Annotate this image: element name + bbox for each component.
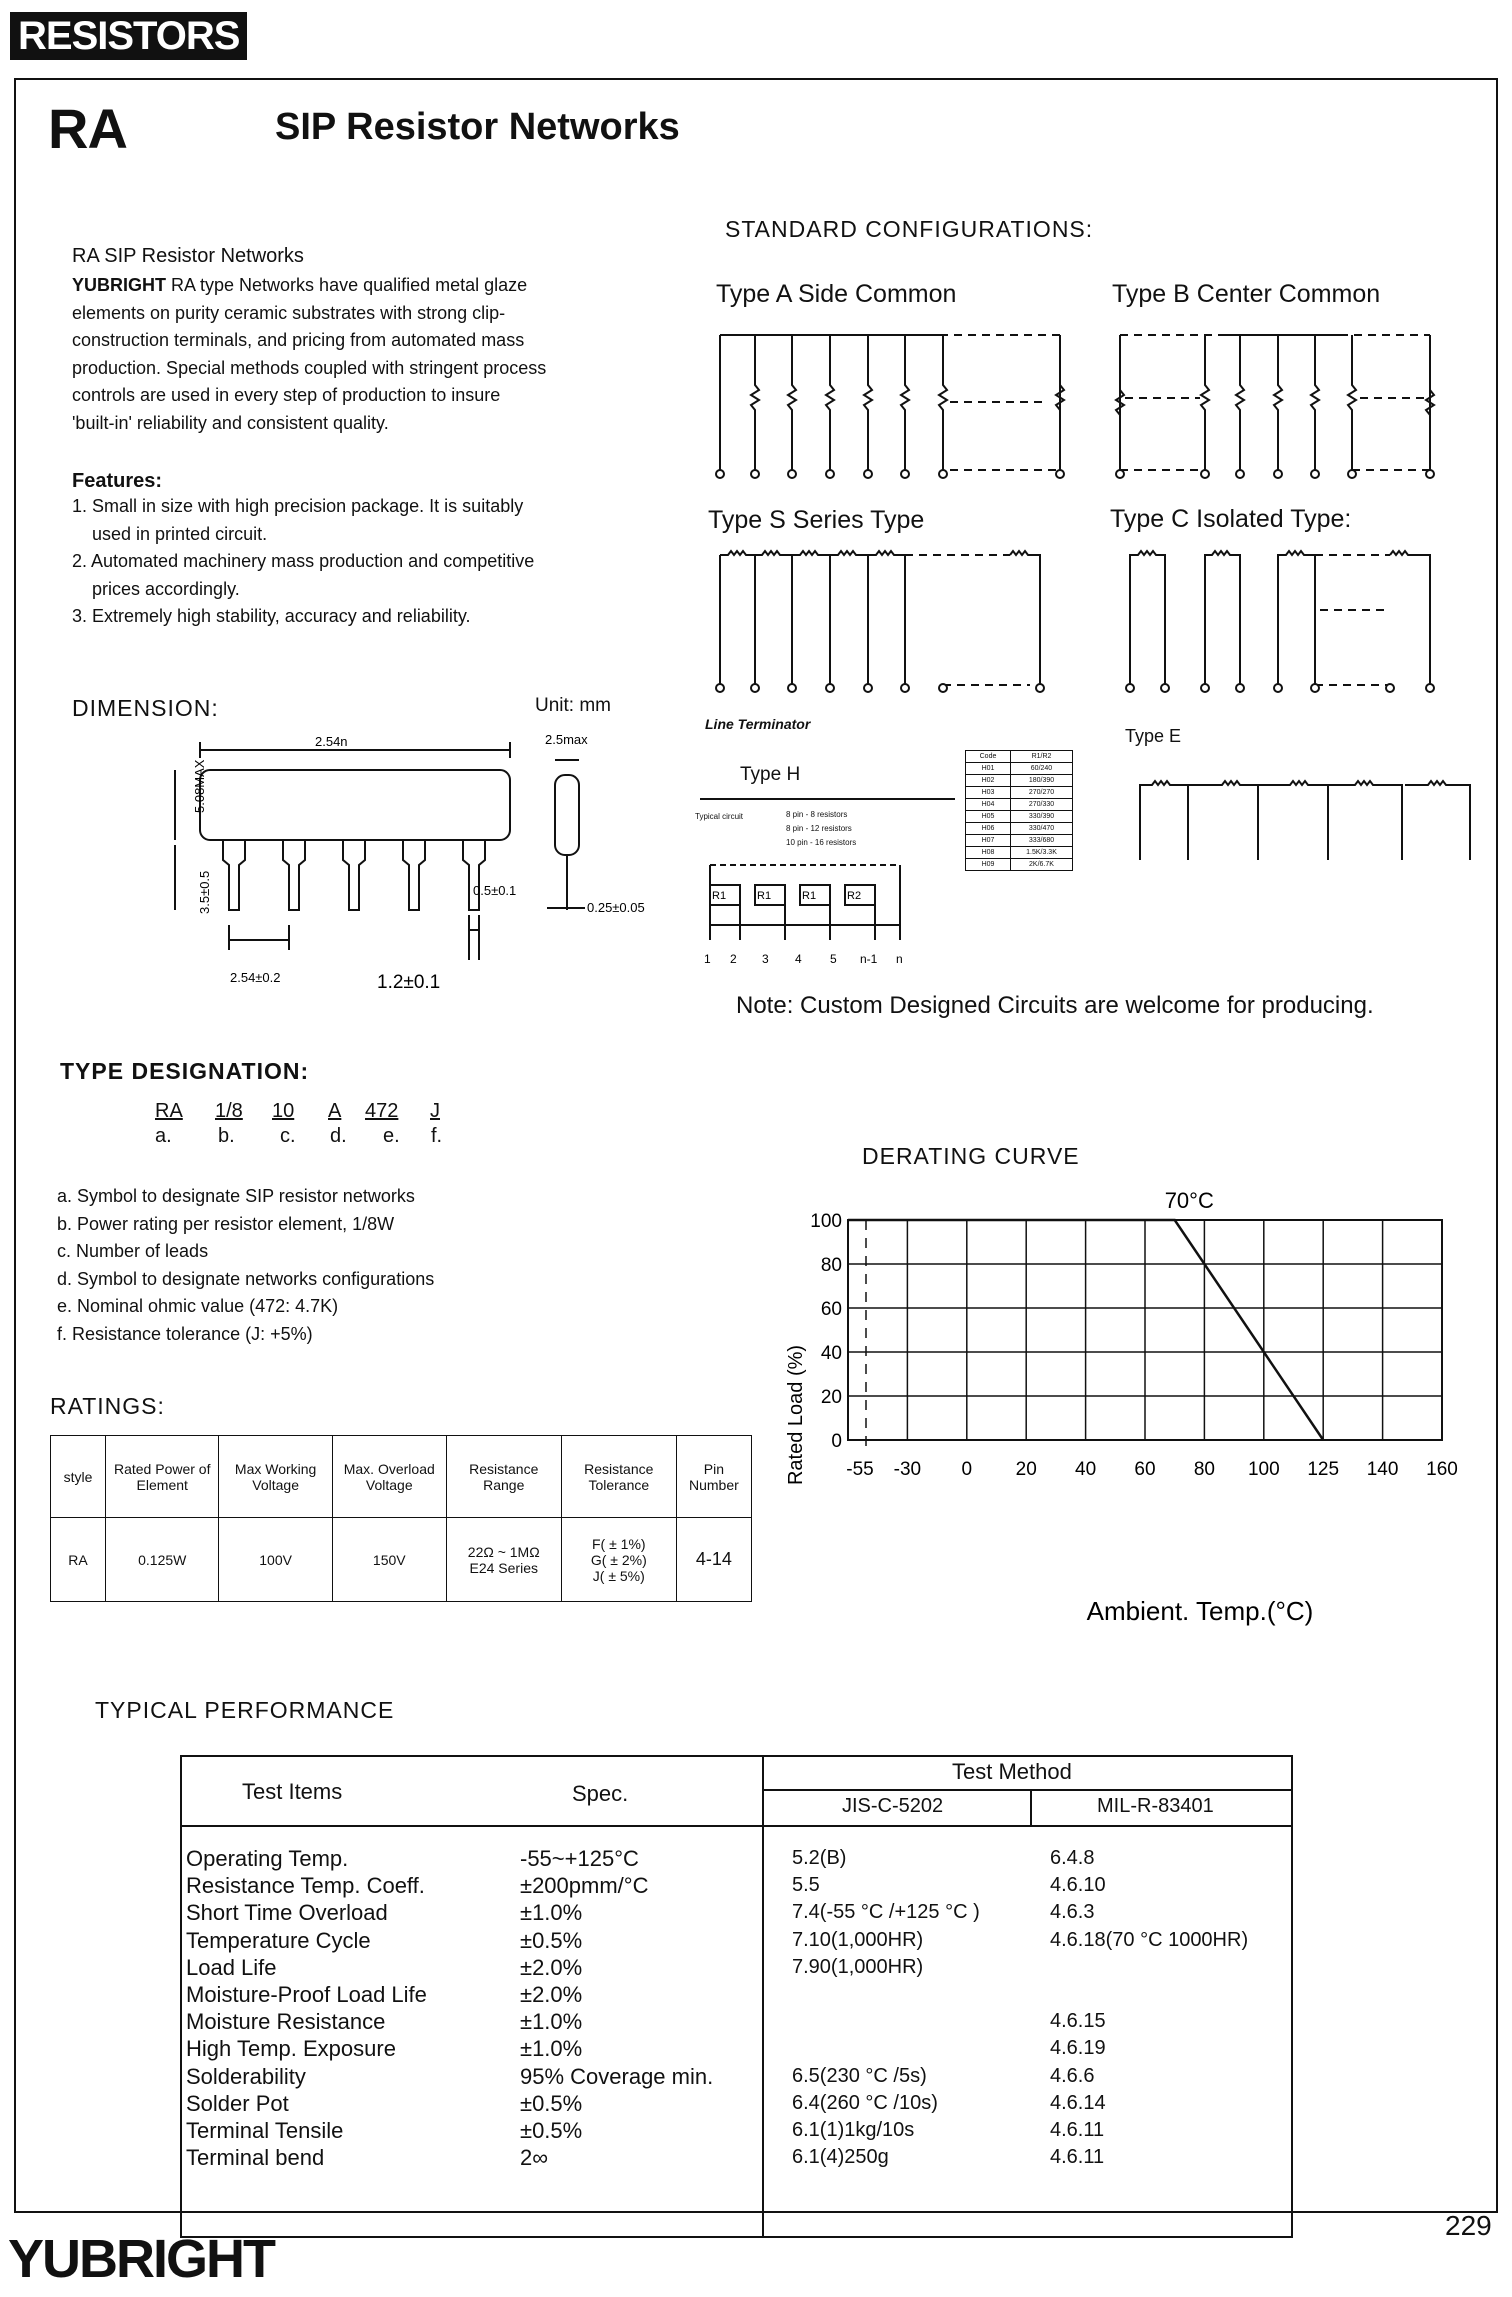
h-table-cell: 333/680 <box>1011 835 1073 847</box>
h-table-cell: 270/270 <box>1011 787 1073 799</box>
perf-item: Temperature Cycle <box>186 1927 371 1953</box>
type-h-note: 8 pin - 12 resistors <box>786 824 852 833</box>
perf-method-divider <box>1030 1789 1032 1825</box>
h-table-cell: 2K/6.7K <box>1011 859 1073 871</box>
perf-item: Short Time Overload <box>186 1900 388 1926</box>
ratings-header: style <box>51 1436 106 1518</box>
ratings-heading: RATINGS: <box>50 1393 165 1419</box>
legend-item: a. Symbol to designate SIP resistor networks <box>57 1186 415 1206</box>
perf-spec: ±2.0% <box>520 1954 583 1980</box>
legend-item: c. Number of leads <box>57 1241 209 1262</box>
y-tick-label: 60 <box>820 1299 842 1320</box>
y-tick-label: 20 <box>820 1387 842 1408</box>
intro-line: 'built-in' reliability and consistent quality. <box>72 412 389 433</box>
h-pin-n1: n-1 <box>860 952 878 966</box>
intro-brand: YUBRIGHT <box>72 275 166 295</box>
dimension-unit: Unit: mm <box>535 695 611 716</box>
legend-item: d. Symbol to designate networks configurations <box>57 1268 435 1289</box>
perf-jis <box>792 2035 980 2062</box>
x-tick-label: -30 <box>893 1459 922 1480</box>
performance-table <box>180 1755 1293 2238</box>
type-a-resistors <box>720 335 1064 470</box>
type-s-label: Type S Series Type <box>708 506 925 534</box>
perf-item: High Temp. Exposure <box>186 2036 396 2062</box>
ratings-pins: 4-14 <box>676 1518 751 1602</box>
x-tick-label: 0 <box>961 1459 973 1480</box>
ratings-overload: 150V <box>332 1518 446 1602</box>
intro-line: RA type Networks have qualified metal glaze <box>166 275 528 295</box>
x-tick-label: 125 <box>1307 1459 1340 1480</box>
code-c: 10 <box>272 1100 295 1122</box>
x-tick-label: 160 <box>1426 1459 1458 1480</box>
intro-text <box>72 272 672 437</box>
dim-pin-width: 0.5±0.1 <box>473 883 517 898</box>
x-tick-label: 140 <box>1366 1459 1399 1480</box>
type-e-label: Type E <box>1125 726 1182 746</box>
type-h-notes <box>786 808 856 850</box>
performance-heading: TYPICAL PERFORMANCE <box>95 1697 395 1723</box>
dim-height: 5.08MAX <box>192 759 207 813</box>
y-tick-label: 40 <box>820 1343 842 1364</box>
h-pin-1: 1 <box>704 952 711 966</box>
dim-lead-dia: 0.25±0.05 <box>587 900 645 915</box>
feature-item: 1. Small in size with high precision package. It is suitably <box>72 496 524 516</box>
intro-heading: RA SIP Resistor Networks <box>72 245 304 267</box>
legend-item: f. Resistance tolerance (J: +5%) <box>57 1323 313 1344</box>
tol-line: F( ± 1%) <box>592 1535 646 1552</box>
perf-header-rule <box>182 1825 1291 1827</box>
h-table-header: R1/R2 <box>1011 751 1073 763</box>
code-c-letter: c. <box>280 1125 296 1147</box>
perf-mil: 4.6.3 <box>1050 1901 1095 1924</box>
h-table-cell: H02 <box>966 775 1011 787</box>
perf-item: Operating Temp. <box>186 1846 349 1871</box>
code-f-letter: f. <box>431 1125 443 1147</box>
code-d: A <box>328 1100 342 1122</box>
intro-line: production. Special methods coupled with stringent process <box>72 357 547 378</box>
perf-divider <box>762 1757 764 2236</box>
perf-mil <box>1050 1981 1248 2008</box>
perf-jis: 5.5 <box>792 1874 820 1897</box>
designation-heading: TYPE DESIGNATION: <box>60 1058 310 1084</box>
perf-header-method: Test Method <box>952 1759 1072 1784</box>
x-tick-label: 100 <box>1247 1459 1280 1480</box>
derating-annotation: 70°C <box>1164 1188 1214 1213</box>
h-table-cell: H07 <box>966 835 1011 847</box>
h-table-cell: H05 <box>966 811 1011 823</box>
perf-mil: 6.4.8 <box>1050 1847 1095 1869</box>
dimension-drawing <box>155 730 685 1000</box>
type-h-table <box>965 750 1073 871</box>
ratings-header: Resistance Range <box>446 1436 561 1518</box>
ratings-range <box>446 1518 561 1602</box>
code-b: 1/8 <box>215 1100 243 1122</box>
x-axis-label: Ambient. Temp.(°C) <box>1086 1596 1314 1626</box>
perf-spec: ±0.5% <box>520 2118 583 2144</box>
code-b-letter: b. <box>218 1125 235 1147</box>
y-axis-label: Rated Load (%) <box>785 1344 807 1486</box>
perf-item: Resistance Temp. Coeff. <box>186 1873 425 1899</box>
tol-line: J( ± 5%) <box>592 1567 645 1584</box>
feature-item: 3. Extremely high stability, accuracy and reliability. <box>72 606 471 626</box>
ratings-style: RA <box>51 1518 106 1602</box>
x-tick-label: 40 <box>1075 1459 1097 1480</box>
line-terminator-label: Line Terminator <box>705 716 811 732</box>
perf-header-items: Test Items <box>242 1779 343 1804</box>
h-table-cell: H06 <box>966 823 1011 835</box>
ratings-table <box>50 1435 752 1602</box>
perf-item: Terminal bend <box>186 2145 325 2171</box>
perf-spec-col <box>520 1845 713 2171</box>
perf-mil: 4.6.6 <box>1050 2064 1095 2087</box>
type-h-circuit-label: Typical circuit <box>695 812 744 821</box>
type-h-note: 10 pin - 16 resistors <box>786 838 857 847</box>
derating-chart <box>780 1175 1495 1635</box>
perf-item: Solder Pot <box>186 2090 289 2116</box>
ratings-header: Rated Power of Element <box>106 1436 219 1518</box>
perf-spec: ±1.0% <box>520 1900 583 1926</box>
dimension-heading: DIMENSION: <box>72 695 219 721</box>
perf-items-col <box>186 1845 427 2171</box>
tol-line: G( ± 2%) <box>590 1551 647 1568</box>
designation-legend <box>57 1183 434 1349</box>
x-tick-label: 60 <box>1134 1459 1156 1480</box>
code-a: RA <box>155 1100 183 1122</box>
h-table-cell: 270/330 <box>1011 799 1073 811</box>
h-table-cell: 330/470 <box>1011 823 1073 835</box>
perf-header-mil: MIL-R-83401 <box>1097 1795 1214 1817</box>
feature-item: 2. Automated machinery mass production and competitive <box>72 551 535 571</box>
perf-mil <box>1050 1954 1248 1981</box>
intro-section <box>72 245 672 437</box>
derating-heading: DERATING CURVE <box>862 1143 1080 1169</box>
intro-line: construction terminals, and pricing from automated mass <box>72 330 525 350</box>
perf-spec: -55~+125°C <box>520 1846 639 1871</box>
perf-mil: 4.6.14 <box>1050 2091 1106 2114</box>
code-a-letter: a. <box>155 1125 172 1147</box>
perf-header-jis: JIS-C-5202 <box>842 1795 944 1817</box>
perf-item: Solderability <box>186 2063 306 2089</box>
perf-jis: 7.90(1,000HR) <box>792 1955 924 1978</box>
intro-line: controls are used in every step of production to insure <box>72 385 501 405</box>
y-tick-label: 100 <box>810 1211 842 1232</box>
intro-line: elements on purity ceramic substrates with strong clip- <box>72 302 506 323</box>
code-e: 472 <box>365 1100 399 1122</box>
h-pin-4: 4 <box>795 952 802 966</box>
category-tag: RESISTORS <box>10 12 247 60</box>
perf-jis: 6.1(4)250g <box>792 2146 889 2169</box>
h-table-cell: H03 <box>966 787 1011 799</box>
feature-item: used in printed circuit. <box>72 523 268 544</box>
dim-pin-width2: 1.2±0.1 <box>377 972 441 993</box>
type-h-note: 8 pin - 8 resistors <box>786 810 848 819</box>
ratings-power: 0.125W <box>106 1518 219 1602</box>
perf-item: Moisture-Proof Load Life <box>186 1982 427 2008</box>
r2-label: R2 <box>847 890 862 902</box>
perf-item: Moisture Resistance <box>186 2009 386 2035</box>
perf-spec: ±1.0% <box>520 2009 583 2035</box>
h-table-cell: H01 <box>966 763 1011 775</box>
features-section <box>72 470 682 631</box>
h-table-cell: 330/390 <box>1011 811 1073 823</box>
r1-label: R1 <box>712 890 727 902</box>
perf-jis: 6.5(230 °C /5s) <box>792 2064 927 2087</box>
perf-spec: 95% Coverage min. <box>520 2063 714 2089</box>
perf-mil: 4.6.10 <box>1050 1874 1106 1897</box>
perf-item: Terminal Tensile <box>186 2118 344 2144</box>
h-table-cell: 60/240 <box>1011 763 1073 775</box>
perf-jis: 6.1(1)1kg/10s <box>792 2119 915 2142</box>
h-pin-n: n <box>896 952 903 966</box>
type-e-circuit <box>1130 770 1490 870</box>
h-table-cell: H08 <box>966 847 1011 859</box>
chart-grid <box>848 1220 1442 1452</box>
ratings-header: Max Working Voltage <box>219 1436 332 1518</box>
config-circuits <box>700 320 1480 705</box>
perf-spec: ±0.5% <box>520 2090 583 2116</box>
configs-heading: STANDARD CONFIGURATIONS: <box>725 216 1094 242</box>
perf-spec: ±200pmm/°C <box>520 1873 649 1899</box>
perf-spec: ±2.0% <box>520 1982 583 2008</box>
perf-spec: ±0.5% <box>520 1927 583 1953</box>
perf-jis: 7.10(1,000HR) <box>792 1928 924 1951</box>
features-heading: Features: <box>72 470 163 492</box>
perf-item: Load Life <box>186 1954 277 1980</box>
ratings-working: 100V <box>219 1518 332 1602</box>
r1-label: R1 <box>757 890 772 902</box>
custom-note: Note: Custom Designed Circuits are welcome for producing. <box>736 992 1374 1019</box>
x-tick-label: 20 <box>1015 1459 1037 1480</box>
dim-pin-length: 3.5±0.5 <box>197 870 212 914</box>
h-table-cell: H04 <box>966 799 1011 811</box>
x-tick-label: -55 <box>846 1459 874 1480</box>
h-pin-5: 5 <box>830 952 837 966</box>
type-h-rule <box>700 798 955 800</box>
perf-spec: ±1.0% <box>520 2036 583 2062</box>
page-title: SIP Resistor Networks <box>275 106 680 148</box>
code-d-letter: d. <box>330 1125 347 1147</box>
footer-brand: YUBRIGHT <box>8 2229 274 2289</box>
h-table-header: Code <box>966 751 1011 763</box>
x-tick-label: 80 <box>1193 1459 1215 1480</box>
dim-length: 2.54n <box>315 734 348 749</box>
perf-mil: 4.6.15 <box>1050 2010 1106 2033</box>
legend-item: b. Power rating per resistor element, 1/8W <box>57 1213 395 1234</box>
type-h-label: Type H <box>740 764 801 785</box>
range-line: E24 Series <box>469 1559 538 1576</box>
code-f: J <box>430 1100 440 1122</box>
ratings-tolerance <box>561 1518 676 1602</box>
perf-jis: 5.2(B) <box>792 1847 847 1869</box>
perf-mil: 4.6.19 <box>1050 2037 1106 2060</box>
ratings-header: Resistance Tolerance <box>561 1436 676 1518</box>
h-table-cell: 1.5K/3.3K <box>1011 847 1073 859</box>
ratings-header: Pin Number <box>676 1436 751 1518</box>
dim-pitch: 2.54±0.2 <box>230 970 281 985</box>
perf-mil-col <box>1050 1845 1248 2171</box>
h-table-cell: H09 <box>966 859 1011 871</box>
y-tick-label: 80 <box>820 1255 842 1276</box>
perf-mil: 4.6.18(70 °C 1000HR) <box>1050 1928 1249 1951</box>
features-list <box>72 493 682 631</box>
h-pin-2: 2 <box>730 952 737 966</box>
y-tick-label: 0 <box>831 1431 842 1452</box>
perf-spec: 2∞ <box>520 2145 548 2171</box>
h-table-cell: 180/390 <box>1011 775 1073 787</box>
feature-item: prices accordingly. <box>72 578 240 599</box>
perf-jis <box>792 2008 980 2035</box>
perf-jis-col <box>792 1845 980 2171</box>
perf-jis: 6.4(260 °C /10s) <box>792 2091 938 2114</box>
h-pin-3: 3 <box>762 952 769 966</box>
perf-header-spec: Spec. <box>572 1781 629 1806</box>
code-e-letter: e. <box>383 1125 400 1147</box>
legend-item: e. Nominal ohmic value (472: 4.7K) <box>57 1296 339 1317</box>
r1-label: R1 <box>802 890 817 902</box>
perf-method-rule <box>762 1789 1293 1791</box>
range-line: 22Ω ~ 1MΩ <box>467 1543 540 1560</box>
perf-mil: 4.6.11 <box>1050 2119 1105 2142</box>
dim-thickness: 2.5max <box>545 732 588 747</box>
type-h-circuit <box>700 855 940 970</box>
perf-jis: 7.4(-55 °C /+125 °C ) <box>792 1901 980 1924</box>
type-b-label: Type B Center Common <box>1112 280 1381 308</box>
ratings-header: Max. Overload Voltage <box>332 1436 446 1518</box>
series-code: RA <box>48 97 127 160</box>
perf-jis <box>792 1981 980 2008</box>
page-number: 229 <box>1445 2210 1492 2241</box>
type-c-label: Type C Isolated Type: <box>1110 505 1352 533</box>
perf-mil: 4.6.11 <box>1050 2146 1105 2169</box>
type-a-label: Type A Side Common <box>716 280 957 308</box>
